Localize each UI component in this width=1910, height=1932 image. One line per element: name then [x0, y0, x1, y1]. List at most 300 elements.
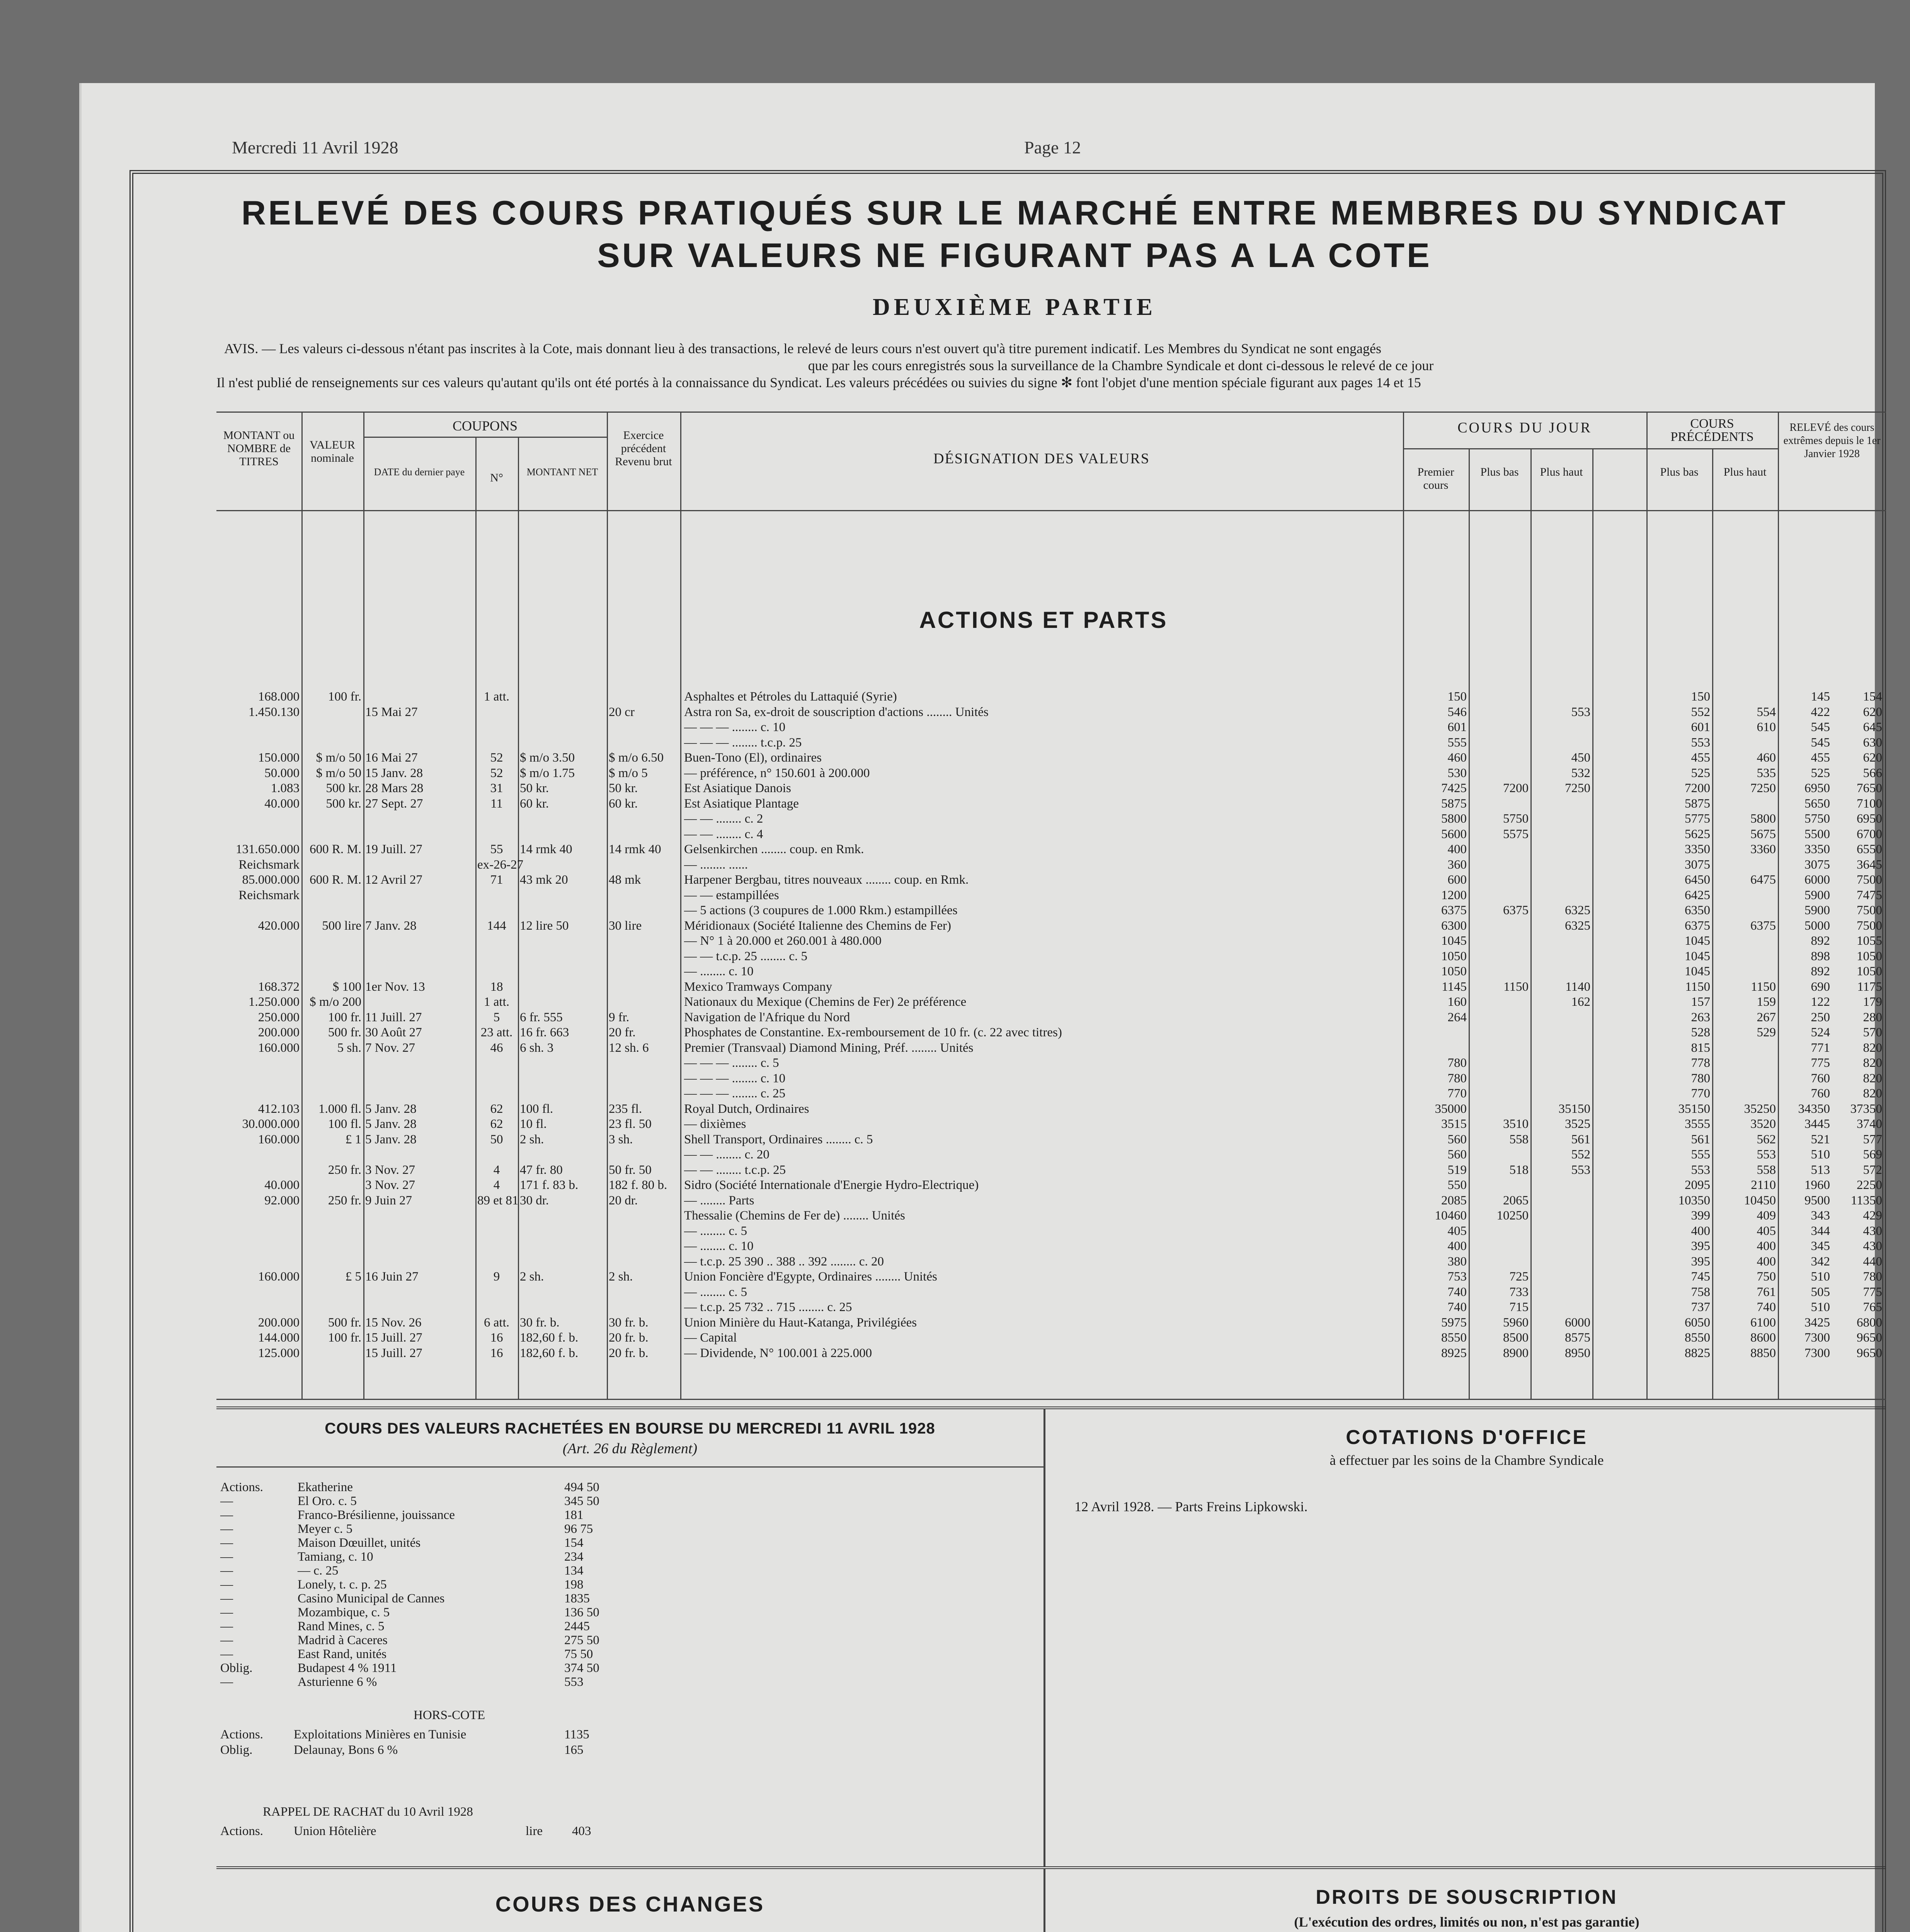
cell-releve-bas: 545 — [1811, 720, 1830, 734]
cell-montant: 150.000 — [258, 751, 300, 765]
cell-plus-bas: 558 — [1509, 1132, 1529, 1146]
cell-no: 9 — [493, 1270, 500, 1284]
cell-prec-bas: 3075 — [1685, 857, 1710, 872]
cell-releve-haut: 430 — [1863, 1224, 1882, 1238]
cell-releve-bas: 1960 — [1804, 1178, 1830, 1192]
cell-releve-haut: 3645 — [1857, 857, 1882, 872]
cell-releve-haut: 2250 — [1857, 1178, 1882, 1192]
cell-prec-haut: 529 — [1757, 1026, 1776, 1039]
cell-montant-net: $ m/o 1.75 — [520, 766, 575, 780]
cell-prec-haut: 409 — [1757, 1209, 1776, 1223]
rachat-category: — — [220, 1522, 233, 1536]
cell-prec-bas: 745 — [1691, 1270, 1710, 1284]
cell-premier: 600 — [1447, 873, 1467, 887]
cell-releve-bas: 7300 — [1804, 1346, 1830, 1360]
changes-title: COURS DES CHANGES — [495, 1892, 765, 1916]
cell-prec-bas: 6425 — [1685, 888, 1710, 902]
cell-valeur: 250 fr. — [328, 1163, 361, 1177]
cell-no: 23 att. — [480, 1026, 513, 1039]
cell-prec-haut: 554 — [1757, 705, 1776, 719]
rappel-rachat-cat: Actions. — [220, 1824, 263, 1838]
cell-prec-haut: 400 — [1757, 1239, 1776, 1253]
hors-cote-name: Exploitations Minières en Tunisie — [294, 1728, 466, 1742]
cell-releve-haut: 7100 — [1857, 796, 1882, 811]
cell-plus-haut: 3525 — [1565, 1117, 1590, 1131]
cell-prec-haut: 6475 — [1750, 873, 1776, 887]
cell-exercice: $ m/o 5 — [609, 766, 648, 780]
cell-date: 9 Juin 27 — [365, 1193, 412, 1208]
cell-releve-bas: 892 — [1811, 934, 1830, 948]
cell-plus-bas: 5750 — [1503, 812, 1529, 826]
cell-releve-haut: 765 — [1863, 1300, 1882, 1314]
rachat-category: — — [220, 1508, 233, 1522]
cell-date: 3 Nov. 27 — [365, 1178, 415, 1192]
cell-prec-bas: 561 — [1691, 1132, 1710, 1146]
cell-exercice: 50 kr. — [609, 781, 638, 795]
hors-cote-name: Delaunay, Bons 6 % — [294, 1743, 398, 1757]
cell-designation: Union Minière du Haut-Katanga, Privilégiées — [684, 1315, 917, 1330]
cell-prec-bas: 5625 — [1685, 827, 1710, 841]
cell-premier: 740 — [1447, 1300, 1467, 1314]
cell-prec-haut: 35250 — [1744, 1102, 1776, 1116]
rappel-rachat-name: Union Hôtelière — [294, 1824, 376, 1838]
cell-exercice: 20 fr. — [609, 1026, 636, 1039]
cell-releve-haut: 179 — [1863, 995, 1882, 1009]
cell-montant-net: 43 mk 20 — [520, 873, 568, 887]
cell-premier: 550 — [1447, 1178, 1467, 1192]
rappel-rachat-value: 403 — [572, 1824, 591, 1838]
rachat-category: Oblig. — [220, 1661, 253, 1675]
header-coupons: COUPONS — [452, 418, 518, 434]
cell-designation: — — ........ c. 2 — [684, 812, 763, 826]
header-prec-haut: Plus haut — [1723, 466, 1767, 478]
header-designation: DÉSIGNATION DES VALEURS — [933, 451, 1150, 467]
cell-no: 18 — [490, 980, 503, 994]
office-title: COTATIONS D'OFFICE — [1346, 1426, 1588, 1449]
cell-prec-bas: 8825 — [1685, 1346, 1710, 1360]
cell-prec-bas: 395 — [1691, 1254, 1710, 1269]
cell-releve-haut: 280 — [1863, 1010, 1882, 1024]
cell-designation: — 5 actions (3 coupures de 1.000 Rkm.) estampillées — [684, 903, 958, 917]
rachat-value: 1835 — [564, 1592, 590, 1605]
cell-date: 19 Juill. 27 — [365, 842, 422, 856]
cell-releve-bas: 343 — [1811, 1209, 1830, 1223]
cell-plus-bas: 5960 — [1503, 1315, 1529, 1330]
cell-designation: — Capital — [684, 1331, 737, 1345]
header-precedents: COURS PRÉCÉDENTS — [1670, 417, 1754, 444]
cell-releve-bas: 760 — [1811, 1087, 1830, 1100]
cell-designation: — — estampillées — [684, 888, 779, 902]
cell-date: 30 Août 27 — [365, 1026, 422, 1039]
cell-no: 16 — [490, 1331, 503, 1345]
header-prec-bas: Plus bas — [1660, 466, 1699, 478]
cell-releve-bas: 5900 — [1804, 888, 1830, 902]
cell-valeur: 100 fr. — [328, 1331, 361, 1345]
cell-prec-bas: 5775 — [1685, 812, 1710, 826]
cell-exercice: 12 sh. 6 — [609, 1041, 649, 1055]
cell-montant: 160.000 — [258, 1132, 300, 1146]
cell-designation: Gelsenkirchen ........ coup. en Rmk. — [684, 842, 864, 856]
cell-plus-haut: 162 — [1571, 995, 1590, 1009]
cell-releve-bas: 422 — [1811, 705, 1830, 719]
cell-prec-haut: 3360 — [1750, 842, 1776, 856]
cell-plus-bas: 518 — [1509, 1163, 1529, 1177]
cell-prec-haut: 6375 — [1750, 918, 1776, 933]
cell-no: 1 att. — [484, 995, 509, 1009]
cell-designation: — — — ........ c. 10 — [684, 1071, 786, 1085]
cell-prec-bas: 6050 — [1685, 1315, 1710, 1330]
col-rule — [680, 412, 681, 1399]
cell-premier: 560 — [1447, 1132, 1467, 1146]
rachat-value: 2445 — [564, 1619, 590, 1633]
cell-releve-haut: 1050 — [1857, 964, 1882, 978]
cell-premier: 740 — [1447, 1285, 1467, 1299]
cell-prec-haut: 610 — [1757, 720, 1776, 734]
cell-designation: Est Asiatique Danois — [684, 781, 791, 795]
rachat-value: 374 50 — [564, 1661, 599, 1675]
cell-plus-haut: 6325 — [1565, 903, 1590, 917]
cell-premier: 1050 — [1441, 949, 1467, 963]
rachat-value: 345 50 — [564, 1494, 599, 1508]
cell-releve-bas: 6950 — [1804, 781, 1830, 795]
cell-plus-bas: 10250 — [1496, 1209, 1529, 1223]
cell-plus-bas: 1150 — [1503, 980, 1529, 994]
cell-prec-bas: 150 — [1691, 690, 1710, 704]
cell-releve-haut: 630 — [1863, 735, 1882, 750]
cell-releve-bas: 342 — [1811, 1254, 1830, 1269]
cell-releve-haut: 37350 — [1850, 1102, 1882, 1116]
table-bottom-rule — [216, 1399, 1886, 1400]
cell-no: 62 — [490, 1117, 503, 1131]
cell-montant: 30.000.000 — [242, 1117, 300, 1131]
cell-prec-bas: 553 — [1691, 1163, 1710, 1177]
page-number: Page 12 — [1024, 138, 1081, 157]
cell-designation: — t.c.p. 25 732 .. 715 ........ c. 25 — [684, 1300, 852, 1314]
cell-montant: 85.000.000 — [242, 873, 300, 887]
cell-releve-haut: 7500 — [1857, 873, 1882, 887]
col-rule — [1530, 448, 1532, 1399]
cell-releve-bas: 775 — [1811, 1056, 1830, 1070]
cell-montant-net: 100 fl. — [520, 1102, 553, 1116]
cell-date: 15 Janv. 28 — [365, 766, 423, 780]
cell-no: 6 att. — [484, 1315, 509, 1330]
col-rule — [518, 437, 519, 1399]
cell-montant: 40.000 — [264, 1178, 300, 1192]
cell-premier: 546 — [1447, 705, 1467, 719]
cell-montant-net: 6 fr. 555 — [520, 1010, 563, 1024]
header-no: N° — [490, 471, 503, 484]
cell-premier: 160 — [1447, 995, 1467, 1009]
cell-releve-haut: 6950 — [1857, 812, 1882, 826]
cell-releve-haut: 645 — [1863, 720, 1882, 734]
cell-montant-net: 2 sh. — [520, 1270, 544, 1284]
cell-releve-haut: 620 — [1863, 705, 1882, 719]
cell-exercice: 20 cr — [609, 705, 635, 719]
cell-releve-haut: 3740 — [1857, 1117, 1882, 1131]
cell-valeur: 100 fr. — [328, 1010, 361, 1024]
cell-releve-bas: 760 — [1811, 1071, 1830, 1085]
cell-designation: — ........ c. 5 — [684, 1285, 747, 1299]
rachat-name: Meyer c. 5 — [298, 1522, 353, 1536]
cell-premier: 560 — [1447, 1148, 1467, 1162]
col-rule — [1469, 448, 1470, 1399]
cell-valeur: $ 100 — [332, 980, 361, 994]
section-divider — [1044, 1868, 1045, 1932]
header-valeur: VALEUR nominale — [310, 439, 355, 464]
cell-prec-bas: 8550 — [1685, 1331, 1710, 1345]
rachat-category: — — [220, 1647, 233, 1661]
cell-valeur: 250 fr. — [328, 1193, 361, 1208]
cell-montant: 1.450.130 — [249, 705, 300, 719]
cell-exercice: 9 fr. — [609, 1010, 630, 1024]
cell-premier: 6300 — [1441, 918, 1467, 933]
cell-premier: 360 — [1447, 857, 1467, 872]
cell-designation: — préférence, n° 150.601 à 200.000 — [684, 766, 870, 780]
cell-no: 62 — [490, 1102, 503, 1116]
cell-plus-haut: 8950 — [1565, 1346, 1590, 1360]
cell-releve-bas: 34350 — [1798, 1102, 1830, 1116]
cell-prec-haut: 553 — [1757, 1148, 1776, 1162]
cell-plus-haut: 6000 — [1565, 1315, 1590, 1330]
cell-plus-bas: 715 — [1509, 1300, 1529, 1314]
cell-designation: Phosphates de Constantine. Ex-remboursement de 10 fr. (c. 22 avec titres) — [684, 1026, 1062, 1039]
partie-label: DEUXIÈME PARTIE — [872, 294, 1156, 320]
rachat-value: 75 50 — [564, 1647, 593, 1661]
cell-prec-haut: 159 — [1757, 995, 1776, 1009]
cell-valeur: $ m/o 50 — [316, 751, 361, 765]
header-premier: Premier cours — [1417, 466, 1454, 492]
cell-plus-bas: 733 — [1509, 1285, 1529, 1299]
cell-premier: 5975 — [1441, 1315, 1467, 1330]
cell-montant: 131.650.000 — [236, 842, 300, 856]
cell-prec-haut: 558 — [1757, 1163, 1776, 1177]
cell-plus-bas: 725 — [1509, 1270, 1529, 1284]
cell-exercice: $ m/o 6.50 — [609, 751, 664, 765]
rachat-value: 96 75 — [564, 1522, 593, 1536]
cell-montant-net: $ m/o 3.50 — [520, 751, 575, 765]
hors-cote-value: 1135 — [564, 1728, 589, 1742]
cell-montant: Reichsmark — [238, 888, 300, 902]
cell-prec-bas: 778 — [1691, 1056, 1710, 1070]
hors-cote-label: HORS-COTE — [414, 1708, 485, 1722]
cell-releve-haut: 820 — [1863, 1087, 1882, 1100]
cell-no: 52 — [490, 751, 503, 765]
cell-releve-haut: 429 — [1863, 1209, 1882, 1223]
col-rule — [1592, 448, 1593, 1399]
cell-releve-haut: 7500 — [1857, 918, 1882, 933]
header-cours-jour: COURS DU JOUR — [1457, 420, 1592, 436]
rachat-subtitle: (Art. 26 du Règlement) — [562, 1440, 698, 1457]
cell-prec-haut: 405 — [1757, 1224, 1776, 1238]
office-entry: 12 Avril 1928. — Parts Freins Lipkowski. — [1074, 1499, 1308, 1514]
cell-releve-haut: 7500 — [1857, 903, 1882, 917]
cell-plus-bas: 3510 — [1503, 1117, 1529, 1131]
office-subtitle: à effectuer par les soins de la Chambre Syndicale — [1330, 1452, 1604, 1468]
cell-date: 12 Avril 27 — [365, 873, 422, 887]
cell-premier: 8925 — [1441, 1346, 1467, 1360]
rachat-rule — [216, 1466, 1044, 1468]
col-rule — [607, 412, 608, 1399]
cell-prec-haut: 400 — [1757, 1254, 1776, 1269]
cell-montant: 144.000 — [258, 1331, 300, 1345]
cell-montant-net: 12 lire 50 — [520, 918, 569, 933]
cell-montant-net: 30 fr. b. — [520, 1315, 560, 1330]
cell-exercice: 2 sh. — [609, 1270, 633, 1284]
cell-no: 31 — [490, 781, 503, 795]
rachat-value: 134 — [564, 1564, 584, 1578]
cell-no: 16 — [490, 1346, 503, 1360]
col-rule — [475, 437, 477, 1399]
cell-montant: 200.000 — [258, 1026, 300, 1039]
rachat-name: Budapest 4 % 1911 — [298, 1661, 397, 1675]
cell-premier: 2085 — [1441, 1193, 1467, 1208]
cell-plus-haut: 1140 — [1565, 980, 1590, 994]
cell-prec-bas: 1045 — [1685, 934, 1710, 948]
cell-designation: — ........ c. 10 — [684, 964, 754, 978]
cell-plus-bas: 8900 — [1503, 1346, 1529, 1360]
cell-montant: 412.103 — [258, 1102, 300, 1116]
cell-montant: 168.372 — [258, 980, 300, 994]
cell-montant-net: 50 kr. — [520, 781, 549, 795]
cell-releve-bas: 510 — [1811, 1300, 1830, 1314]
cell-exercice: 14 rmk 40 — [609, 842, 661, 856]
cell-designation: — — t.c.p. 25 ........ c. 5 — [684, 949, 807, 963]
coupons-rule — [363, 437, 607, 438]
rachat-name: Lonely, t. c. p. 25 — [298, 1578, 387, 1592]
cell-prec-haut: 460 — [1757, 751, 1776, 765]
cell-premier: 5800 — [1441, 812, 1467, 826]
rachat-value: 494 50 — [564, 1480, 599, 1494]
rachat-category: — — [220, 1494, 233, 1508]
cell-prec-bas: 263 — [1691, 1010, 1710, 1024]
cell-designation: Buen-Tono (El), ordinaires — [684, 751, 822, 765]
rachat-category: — — [220, 1536, 233, 1550]
cell-premier: 7425 — [1441, 781, 1467, 795]
cell-plus-haut: 6325 — [1565, 918, 1590, 933]
cell-premier: 770 — [1447, 1087, 1467, 1100]
rappel-rachat-title: RAPPEL DE RACHAT du 10 Avril 1928 — [263, 1805, 473, 1819]
cell-prec-haut: 761 — [1757, 1285, 1776, 1299]
cell-prec-haut: 7250 — [1750, 781, 1776, 795]
cell-date: 16 Juin 27 — [365, 1270, 419, 1284]
cell-plus-bas: 8500 — [1503, 1331, 1529, 1345]
cell-designation: Mexico Tramways Company — [684, 980, 832, 994]
cell-montant: 250.000 — [258, 1010, 300, 1024]
cell-premier: 400 — [1447, 842, 1467, 856]
rachat-value: 553 — [564, 1675, 584, 1689]
hors-cote-category: Actions. — [220, 1728, 263, 1742]
cell-releve-bas: 9500 — [1804, 1193, 1830, 1208]
cell-designation: Thessalie (Chemins de Fer de) ........ Unités — [684, 1209, 905, 1223]
cell-prec-haut: 3520 — [1750, 1117, 1776, 1131]
cell-premier: 405 — [1447, 1224, 1467, 1238]
cell-plus-haut: 553 — [1571, 705, 1590, 719]
cell-premier: 1145 — [1442, 980, 1467, 994]
cell-prec-bas: 815 — [1691, 1041, 1710, 1055]
cell-prec-bas: 770 — [1691, 1087, 1710, 1100]
rachat-name: — c. 25 — [298, 1564, 339, 1578]
cell-prec-haut: 8850 — [1750, 1346, 1776, 1360]
cell-montant-net: 10 fl. — [520, 1117, 547, 1131]
header-exercice: Exercice précédent Revenu brut — [615, 429, 672, 468]
cell-releve-bas: 505 — [1811, 1285, 1830, 1299]
cell-prec-bas: 1045 — [1685, 949, 1710, 963]
cell-plus-bas: 6375 — [1503, 903, 1529, 917]
cell-exercice: 20 dr. — [609, 1193, 638, 1208]
cell-montant: Reichsmark — [238, 857, 300, 872]
cell-plus-haut: 450 — [1571, 751, 1590, 765]
cell-designation: Astra ron Sa, ex-droit de souscription d'actions ........ Unités — [684, 705, 989, 719]
cell-date: 3 Nov. 27 — [365, 1163, 415, 1177]
cell-premier: 35000 — [1435, 1102, 1467, 1116]
cell-releve-bas: 5500 — [1804, 827, 1830, 841]
cell-releve-bas: 455 — [1811, 751, 1830, 765]
cell-plus-haut: 35150 — [1558, 1102, 1590, 1116]
cell-designation: — Dividende, N° 100.001 à 225.000 — [684, 1346, 872, 1360]
cell-valeur: 1.000 fl. — [318, 1102, 361, 1116]
cell-prec-bas: 6350 — [1685, 903, 1710, 917]
rachat-name: Maison Dœuillet, unités — [298, 1536, 421, 1550]
cell-valeur: 600 R. M. — [310, 873, 361, 887]
cell-prec-bas: 555 — [1691, 1148, 1710, 1162]
cell-no: 46 — [490, 1041, 503, 1055]
cell-montant-net: 16 fr. 663 — [520, 1026, 569, 1039]
cell-prec-bas: 525 — [1691, 766, 1710, 780]
cell-releve-bas: 3350 — [1804, 842, 1830, 856]
cell-releve-bas: 510 — [1811, 1270, 1830, 1284]
cell-designation: Nationaux du Mexique (Chemins de Fer) 2e préférence — [684, 995, 967, 1009]
cell-premier: 8550 — [1441, 1331, 1467, 1345]
cell-no: 11 — [490, 796, 503, 811]
cell-premier: 10460 — [1435, 1209, 1467, 1223]
cell-prec-haut: 5675 — [1750, 827, 1776, 841]
rachat-category: — — [220, 1605, 233, 1619]
cell-prec-haut: 267 — [1757, 1010, 1776, 1024]
cell-valeur: £ 5 — [345, 1270, 361, 1284]
rachat-name: Rand Mines, c. 5 — [298, 1619, 385, 1633]
cell-exercice: 23 fl. 50 — [609, 1117, 652, 1131]
cell-designation: Méridionaux (Société Italienne des Chemins de Fer) — [684, 918, 951, 933]
table-header-rule — [216, 510, 1886, 511]
page-date: Mercredi 11 Avril 1928 — [232, 138, 398, 157]
col-rule — [1778, 412, 1779, 1399]
rachat-value: 181 — [564, 1508, 584, 1522]
col-rule — [1712, 448, 1713, 1399]
cell-releve-bas: 344 — [1811, 1224, 1830, 1238]
rachat-value: 275 50 — [564, 1633, 599, 1647]
rachat-value: 234 — [564, 1550, 584, 1564]
col-rule — [363, 412, 364, 1399]
rachat-category: — — [220, 1578, 233, 1592]
rachat-name: El Oro. c. 5 — [298, 1494, 357, 1508]
cell-releve-haut: 6800 — [1857, 1315, 1882, 1330]
cell-montant-net: 182,60 f. b. — [520, 1331, 579, 1345]
cell-no: 1 att. — [484, 690, 509, 704]
hors-cote-category: Oblig. — [220, 1743, 253, 1757]
cell-designation: — ........ ...... — [684, 857, 748, 872]
cell-releve-haut: 569 — [1863, 1148, 1882, 1162]
cell-prec-bas: 780 — [1691, 1071, 1710, 1085]
cell-releve-bas: 5650 — [1804, 796, 1830, 811]
cell-no: ex-26-27 — [477, 857, 524, 872]
cell-montant-net: 182,60 f. b. — [520, 1346, 579, 1360]
cell-exercice: 235 fl. — [609, 1102, 642, 1116]
cell-designation: — — — ........ t.c.p. 25 — [684, 735, 802, 750]
rachat-name: Madrid à Caceres — [298, 1633, 388, 1647]
cell-no: 52 — [490, 766, 503, 780]
cell-montant: 168.000 — [258, 690, 300, 704]
cell-designation: Sidro (Société Internationale d'Energie Hydro-Electrique) — [684, 1178, 979, 1192]
